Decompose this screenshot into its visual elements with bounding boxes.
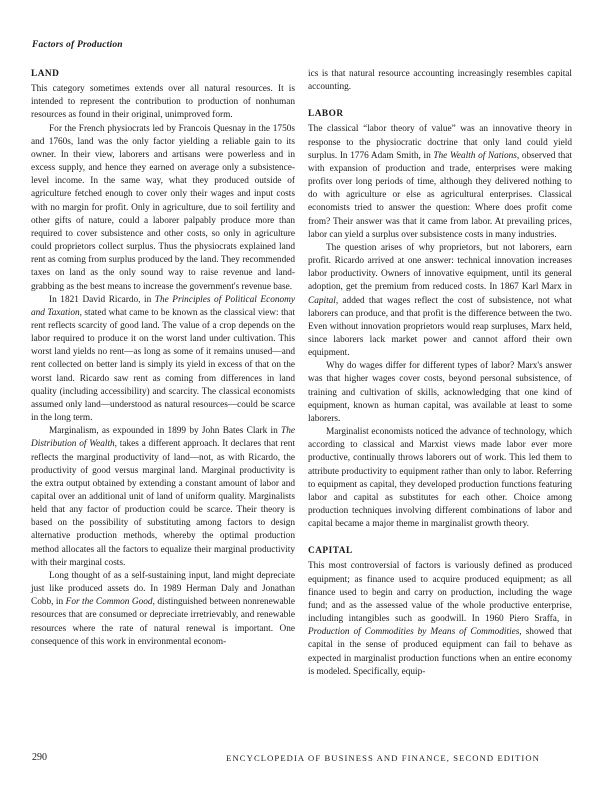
book-title: The Distribution of Wealth, xyxy=(31,426,295,450)
text-run: Marginalism, as expounded in 1899 by John Bates Clark in xyxy=(49,426,282,437)
left-column xyxy=(31,68,295,649)
page-number: 290 xyxy=(32,752,47,763)
book-title: Capital, xyxy=(308,295,339,306)
text-run: takes a different approach. It declares that rent reflects the marginal productivity of land—not, as with Ricardo, the productivity of good versus marginal land. Marginal productivity is the extra output obtained by extending a constant amount of labor and capital over an additional unit of land of uniform quality. Marginalists held that any factor of production could be scarce. Their theory is based on the possibility of substituting among factors to design alternative production methods, whereby the optimal production method allocates all the factors to equalize their marginal productivity with their marginal costs. xyxy=(31,439,295,568)
book-title: The Wealth of Nations, xyxy=(433,150,520,161)
paragraph xyxy=(31,570,295,649)
text-run: In 1821 David Ricardo, in xyxy=(49,294,155,305)
section-heading-capital: CAPITAL xyxy=(308,546,353,557)
book-title: The Principles of Political Economy and Taxation, xyxy=(31,294,295,318)
paragraph xyxy=(308,242,572,360)
book-title: For the Common Good, xyxy=(65,597,155,608)
paragraph: Why do wages differ for different types of labor? Marx's answer was that higher wages cover costs, beyond personal subsistence, of training and cultivation of skills, acknowledging that one kind of equipment, known as human capital, was available at least to some laborers. xyxy=(308,361,572,424)
paragraph: This category sometimes extends over all natural resources. It is intended to represent the contribution to production of nonhuman resources as found in their original, unimproved form. xyxy=(31,84,295,121)
text-run: The classical “labor theory of value” was an innovative theory in response to the physiocratic doctrine that only land could yield surplus. In 1776 Adam Smith, in xyxy=(308,124,572,161)
paragraph xyxy=(308,560,572,678)
paragraph: ics is that natural resource accounting increasingly resembles capital accounting. xyxy=(308,69,572,93)
right-column xyxy=(308,68,572,679)
text-run: showed that capital in the sense of produced equipment can fail to behave as expected in marginalist production functions when an entire economy is modeled. Specifically, equip- xyxy=(308,627,572,677)
section-heading-labor: LABOR xyxy=(308,109,344,120)
text-run: Long thought of as a self-sustaining input, land might depreciate just like produced assets do. In 1989 Herman Daly and Jonathan Cobb, in xyxy=(31,570,295,608)
paragraph xyxy=(31,294,295,426)
book-title: Production of Commodities by Means of Commodities, xyxy=(308,627,522,638)
paragraph xyxy=(308,123,572,241)
text-run: stated what came to be known as the classical view: that rent reflects scarcity of good land. The value of a crop depends on the labor required to produce it on the worst land under cultivation. This worst land yields no rent—as long as some of it remains unused—and rent collected on better land is simply its yield in excess of that on the worst land. Ricardo saw rent as coming from differences in land quality (including accessibility) and scarcity. The classical economists assumed only land—understood as natural resources—could be scarce in the long term. xyxy=(31,307,296,424)
book-title-footer: ENCYCLOPEDIA OF BUSINESS AND FINANCE, SECOND EDITION xyxy=(226,753,540,763)
text-run: This most controversial of factors is variously defined as produced equipment; as finance used to acquire produced equipment; as all finance used to begin and carry on production, including the wage fund; and as the assessed value of the whole productive enterprise, including intangibles such as goodwill. In 1960 Piero Sraffa, in xyxy=(308,561,572,625)
section-heading-land: LAND xyxy=(31,69,60,79)
paragraph: For the French physiocrats led by Francois Quesnay in the 1750s and 1760s, land was the only factor yielding a reliable gain to its owner. In their view, laborers and artisans were powerless and in excess supply, and hence they earned on average only a subsistence-level income. In the same way, what they produced outside of agriculture fetched enough to cover only their wages and input costs with no margin for profit. Only in agriculture, due to soil fertility and other gifts of nature, could a laborer palpably produce more than required to cover subsistence and other costs, so only in agriculture could proprietors collect surplus. Thus the physiocrats explained land rent as coming from surplus produced by the land. They recommended taxes on land as the only sound way to raise revenue and land-grabbing as the best means to increase the government's revenue base. xyxy=(31,123,295,292)
paragraph: Marginalist economists noticed the advance of technology, which according to classical and Marxist views made labor ever more productive, continually throws laborers out of work. This led them to attribute productivity to equipment rather than only to labor. Referring to equipment as capital, they developed production functions featuring labor and capital as substitutes for each other. Choice among production techniques involving different combinations of labor and capital became a major theme in marginalist growth theory. xyxy=(308,427,572,530)
text-run: The question arises of why proprietors, but not laborers, earn profit. Ricardo arrived at one answer: technical innovation increases labor productivity. Owners of innovative equipment, until its general adoption, get the premium from reduced costs. In 1867 Karl Marx in xyxy=(308,242,572,293)
text-run: added that wages reflect the cost of subsistence, not what laborers can produce, and that profit is the difference between the two. Even without innovation proprietors would reap surpluses, Marx held, since laborers lack market power and cannot afford their own equipment. xyxy=(308,295,572,359)
running-head: Factors of Production xyxy=(32,40,123,50)
paragraph xyxy=(31,425,295,570)
text-run: observed that with expansion of production and trade, enterprises were making profits over long periods of time, although they delivered nothing to do with agriculture or else as agricultural enterprises. Classical economists tried to answer the question: Where does profit come from? Their answer was that it came from labor. At prevailing prices, labor can yield a surplus over subsistence costs in many industries. xyxy=(308,150,572,240)
text-run: distinguished between nonrenewable resources that are consumed or depreciate irretrievably, and renewable resources where the rate of natural renewal is important. One consequence of this work in environmental econom- xyxy=(31,597,295,647)
